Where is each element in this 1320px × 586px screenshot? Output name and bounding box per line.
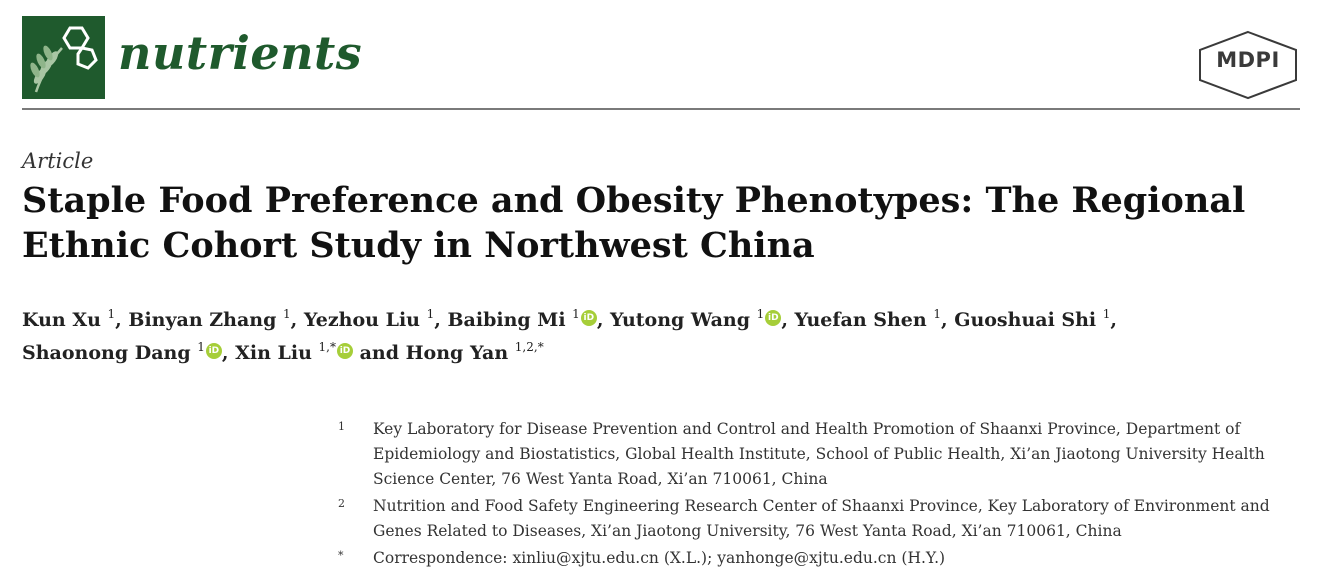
affiliation-list (338, 417, 1300, 573)
author-name-text: Yuefan Shen (794, 309, 927, 331)
author-name[interactable] (610, 309, 781, 331)
orcid-icon[interactable]: iD (337, 343, 353, 359)
author-list (22, 304, 1300, 370)
author-name[interactable] (235, 342, 353, 364)
author-name-text: Xin Liu (235, 342, 312, 364)
affiliation-item (338, 417, 1300, 492)
author-separator: , (221, 342, 236, 364)
author-name-text: Shaonong Dang (22, 342, 191, 364)
author-name-text: Hong Yan (405, 342, 509, 364)
author-affiliation-marker: 1 (933, 307, 941, 321)
journal-logo[interactable] (22, 16, 105, 99)
author-affiliation-marker: 1 (107, 307, 116, 321)
affiliation-text: Key Laboratory for Disease Prevention and Control and Health Promotion of Shaanxi Province, Department of Epidemiology and Biostatistics, Global Health Institute, School of Public Health, Xi’an Jiaotong University Health Science Center, 76 West Yanta Road, Xi’an 710061, China (373, 420, 1265, 488)
author-name-text: Yutong Wang (610, 309, 751, 331)
author-separator: , (290, 309, 304, 331)
author-affiliation-marker: 1,2,* (514, 340, 544, 354)
affiliation-text: Correspondence: xinliu@xjtu.edu.cn (X.L.); yanhonge@xjtu.edu.cn (H.Y.) (373, 549, 946, 567)
author-affiliation-marker: 1 (1102, 307, 1111, 321)
author-name-text: Yezhou Liu (303, 309, 420, 331)
author-name-text: Guoshuai Shi (954, 309, 1097, 331)
author-name[interactable] (954, 309, 1110, 331)
orcid-icon[interactable]: iD (206, 343, 222, 359)
author-separator: , (940, 309, 955, 331)
wheat-molecule-logo-icon (22, 16, 105, 99)
author-separator: and (352, 342, 406, 364)
author-name[interactable] (304, 309, 434, 331)
author-separator: , (434, 309, 448, 331)
author-separator: , (115, 309, 129, 331)
affiliation-text: Nutrition and Food Safety Engineering Research Center of Shaanxi Province, Key Laboratory of Environment and Genes Related to Diseases, Xi’an Jiaotong University, 76 West Yanta Road, Xi’an 710061, China (373, 497, 1270, 540)
author-affiliation-marker: 1,* (318, 340, 336, 354)
header-divider (22, 108, 1300, 110)
author-name[interactable] (22, 309, 115, 331)
author-name[interactable] (128, 309, 290, 331)
publisher-logo[interactable] (1196, 30, 1300, 100)
orcid-icon[interactable]: iD (765, 310, 781, 326)
article-title: Staple Food Preference and Obesity Phenotypes: The Regional Ethnic Cohort Study in Northwest China (22, 180, 1246, 266)
author-affiliation-marker: 1 (756, 307, 765, 321)
affiliation-item (338, 494, 1300, 544)
author-name-text: Baibing Mi (447, 309, 566, 331)
article-type: Article (22, 149, 94, 173)
affiliation-marker: 2 (338, 497, 345, 510)
affiliation-marker: 1 (338, 420, 345, 433)
journal-name[interactable]: nutrients (118, 26, 363, 80)
affiliation-marker: * (338, 549, 344, 562)
author-affiliation-marker: 1 (426, 307, 435, 321)
author-name[interactable] (22, 342, 222, 364)
author-affiliation-marker: 1 (197, 340, 205, 354)
author-name-text: Binyan Zhang (128, 309, 277, 331)
journal-header (22, 16, 1300, 106)
author-affiliation-marker: 1 (572, 307, 580, 321)
author-name-text: Kun Xu (22, 309, 101, 331)
author-separator: , (781, 309, 795, 331)
orcid-icon[interactable]: iD (581, 310, 597, 326)
author-name[interactable] (406, 342, 544, 364)
author-name[interactable] (447, 309, 596, 331)
affiliation-item (338, 546, 1300, 571)
author-separator: , (1110, 309, 1118, 331)
author-name[interactable] (795, 309, 941, 331)
publisher-logo-text: MDPI (1216, 48, 1280, 72)
author-separator: , (596, 309, 611, 331)
author-affiliation-marker: 1 (283, 307, 291, 321)
